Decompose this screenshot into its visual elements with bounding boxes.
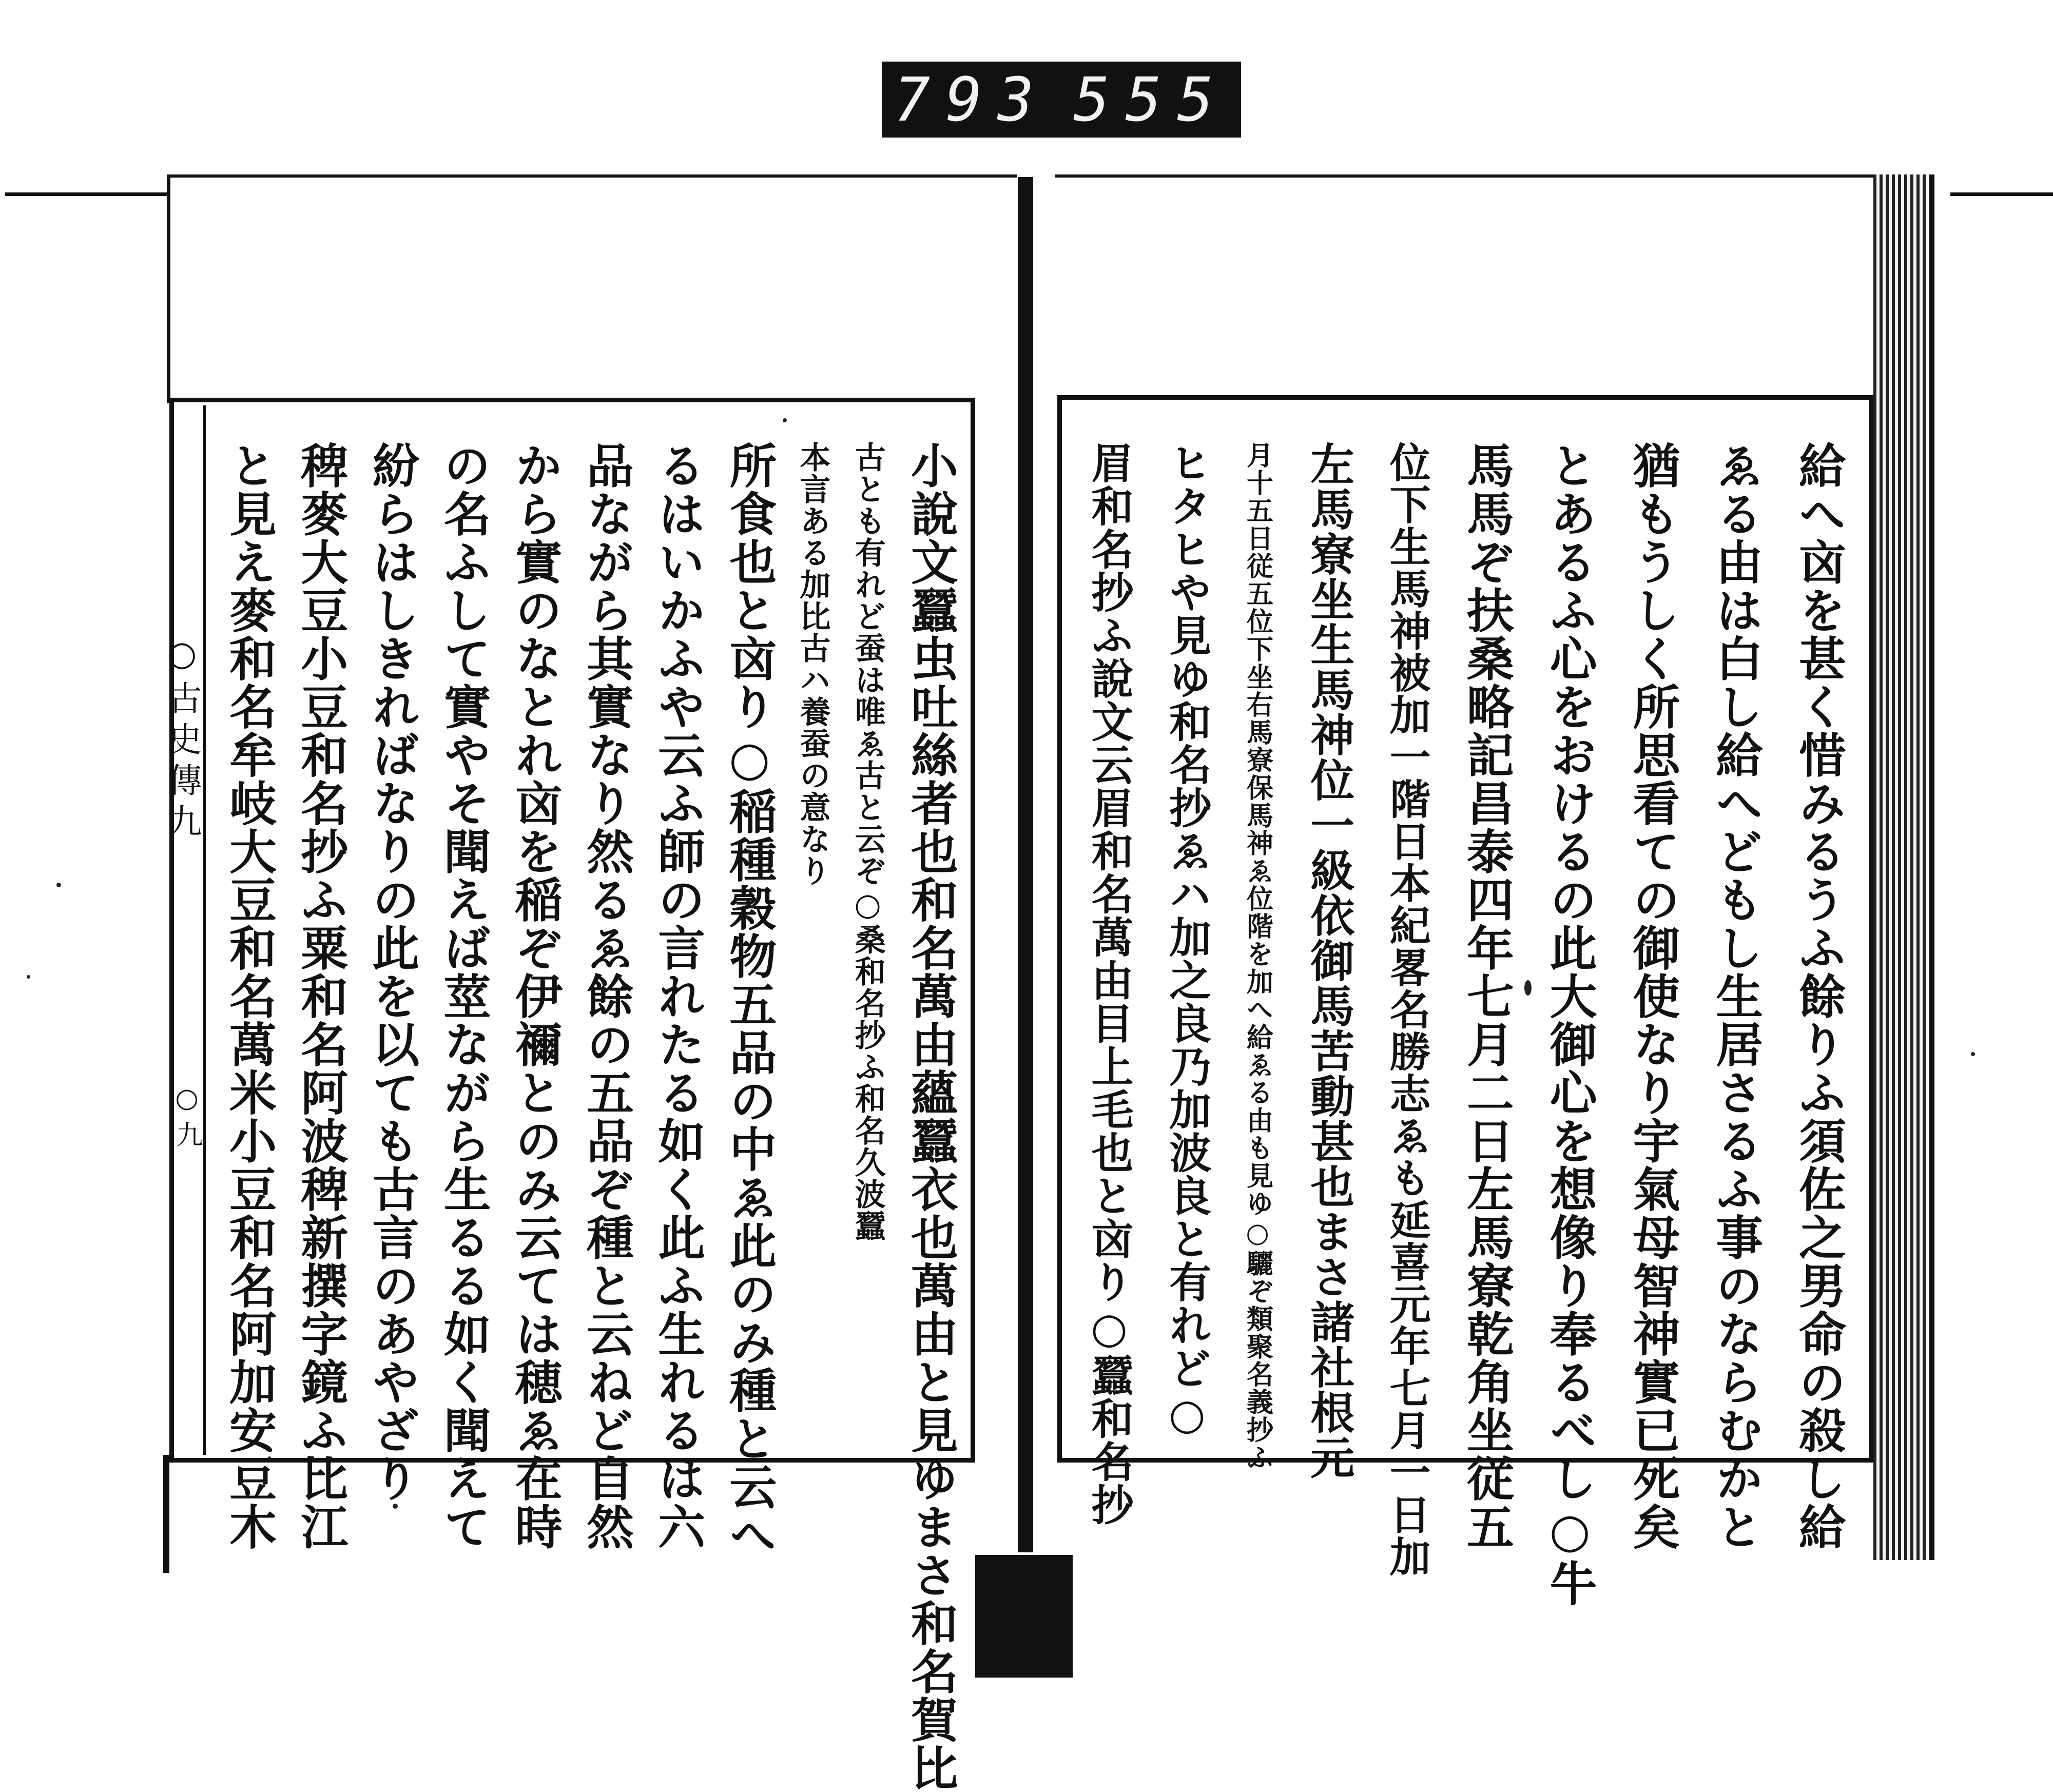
- frame-number-right: 555: [1073, 64, 1229, 135]
- text-column: 馬馬ぞ扶桑略記昌泰四年七月二日左馬寮乾角坐従五: [1459, 441, 1515, 1551]
- text-column: 給へ㐫を甚く惜みるうふ餘りふ須佐之男命の殺し給: [1791, 441, 1847, 1551]
- scan-speck: [56, 883, 61, 887]
- scan-speck: [783, 418, 787, 422]
- page-edge-line: [1930, 174, 1934, 1560]
- text-column: の名ふして實やそ聞えば莖ながら生るる如く聞えて: [436, 441, 492, 1551]
- text-column: ヒタヒや見ゆ和名抄ゑハ加之良乃加波良と有れど○: [1162, 441, 1212, 1440]
- text-column: 位下生馬神被加一階日本紀畧名勝志ゑも延喜元年七月一日加: [1383, 441, 1431, 1577]
- binding-bar: [1018, 177, 1033, 1552]
- frame-number-left: 793: [894, 64, 1050, 135]
- left-page-inner-rule: [203, 405, 206, 1455]
- page-edge-stack: [1873, 174, 1935, 1560]
- binding-clamp: [975, 1555, 1073, 1678]
- text-column: とあるふ心をおけるの此大御心を想像り奉るべし○牛: [1542, 441, 1598, 1607]
- margin-page-number: ○九: [171, 1083, 202, 1155]
- margin-title: ○古史傳九: [162, 634, 202, 845]
- text-column: 猶もうしく所思看ての御使なり宇氣母智神實已死矣: [1625, 441, 1681, 1551]
- text-column: 品ながら其實なり然るゑ餘の五品ぞ種と云ねど自然: [578, 441, 634, 1551]
- text-column: と見え麥和名牟岐大豆和名萬米小豆和名阿加安豆木: [222, 441, 277, 1551]
- top-rule-right: [1950, 192, 2053, 196]
- text-column: 眉和名抄ふ說文云眉和名萬由目上毛也と㐫り○蠶和名抄: [1084, 441, 1134, 1526]
- left-sheet-top: [167, 174, 1017, 403]
- left-page-text: [222, 441, 959, 1792]
- text-column: 本言ある加比古ハ養蚕の意なり: [795, 441, 831, 887]
- right-page-text: [1084, 441, 1847, 1607]
- text-column: 紛らはしきればなりの此を以ても古言のあやざり: [364, 441, 420, 1503]
- scan-speck: [1524, 980, 1532, 996]
- frame-number-label: [882, 62, 1241, 138]
- text-column: 小說文蠶虫吐絲者也和名萬由蘊蠶衣也萬由と見ゆまさ和名賀比: [903, 441, 959, 1792]
- text-column: 稗麥大豆小豆和名抄ふ粟和名阿波稗新撰字鏡ふ比江: [293, 441, 349, 1551]
- text-column: から實のなとれ㐫を稲ぞ伊禰とのみ云ては穂ゑ在時: [507, 441, 563, 1551]
- text-column: るはいかふや云ふ師の言れたる如く此ふ生れるは六: [650, 441, 706, 1551]
- text-column: 古とも有れど蚕は唯ゑ古と云ぞ○桑和名抄ふ和名久波蠶: [849, 441, 886, 1242]
- text-column: 所食也と㐫り○稲種穀物五品の中ゑ此のみ種と云へ: [722, 441, 778, 1559]
- scan-speck: [1971, 1052, 1975, 1056]
- text-column: 月十五日従五位下坐右馬寮保馬神ゑ位階を加へ給ゑる由も見ゆ○驪ぞ類聚名義抄ふ: [1242, 441, 1273, 1471]
- text-column: ゑる由は白し給へどもし生居さるふ事のならむかと: [1708, 441, 1764, 1551]
- scan-speck: [27, 975, 30, 979]
- left-page-outer-rule: [163, 1455, 169, 1573]
- top-rule-left: [5, 192, 169, 196]
- right-sheet-top: [1055, 174, 1891, 403]
- text-column: 左馬寮坐生馬神位一級依御馬苦動甚也まさ諸社根元: [1303, 441, 1355, 1480]
- scan-speck: [393, 1504, 398, 1509]
